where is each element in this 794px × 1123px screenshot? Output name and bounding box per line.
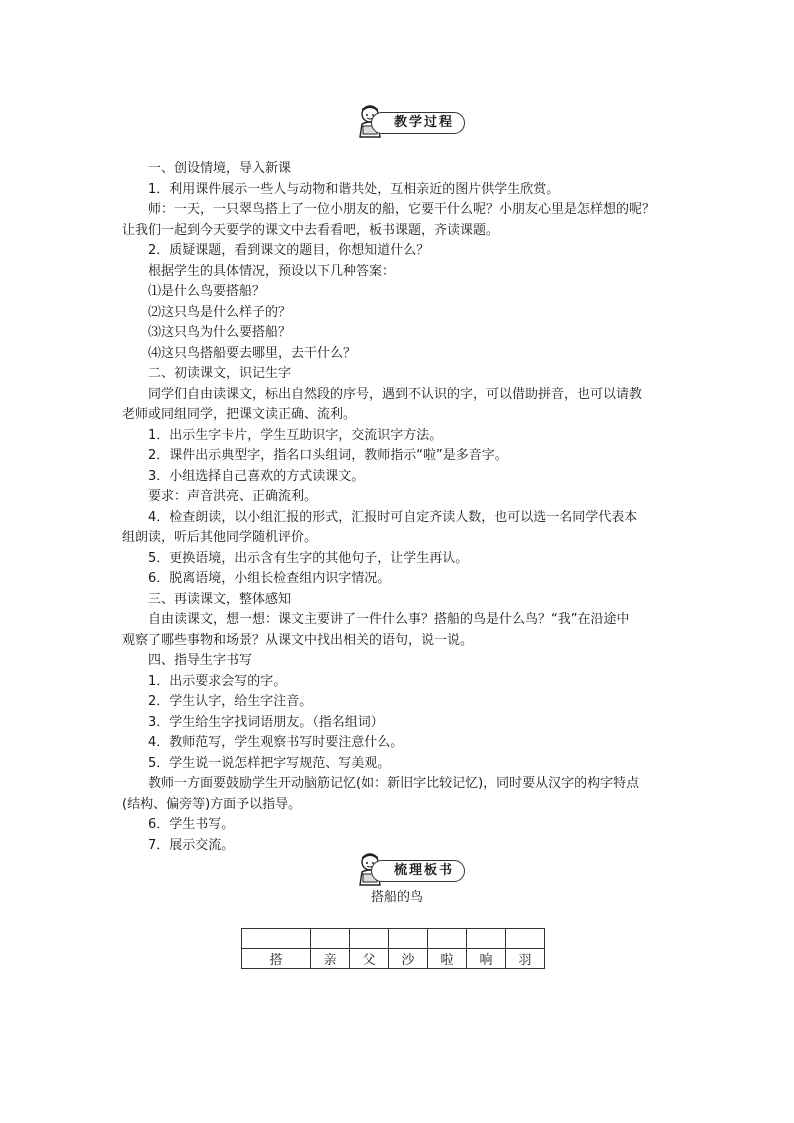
text-line: 组朗读，听后其他同学随机评价。 xyxy=(122,530,318,545)
text-line: 6．脱离语境，小组长检查组内识字情况。 xyxy=(148,571,391,586)
table-cell: 亲 xyxy=(311,949,350,969)
table-row xyxy=(242,949,545,969)
table-cell: 羽 xyxy=(506,949,545,969)
table-row xyxy=(242,929,545,949)
table-cell xyxy=(350,929,389,949)
text-line: 要求：声音洪亮、正确流利。 xyxy=(148,489,318,504)
table-cell: 搭 xyxy=(242,949,311,969)
text-line: 观察了哪些事物和场景？从课文中找出相关的语句，说一说。 xyxy=(122,632,474,648)
table-cell xyxy=(389,929,428,949)
text-line: 1．出示要求会写的字。 xyxy=(148,673,287,689)
text-line: ⑴是什么鸟要搭船？ xyxy=(148,284,266,299)
table-cell: 啦 xyxy=(428,949,467,969)
heading-teaching-process xyxy=(357,110,469,134)
text-line: 三、再读课文，整体感知 xyxy=(148,591,292,607)
table-cell xyxy=(467,929,506,949)
text-line: 7．展示交流。 xyxy=(148,837,235,853)
table-cell xyxy=(428,929,467,949)
lesson-body xyxy=(122,159,678,856)
table-cell xyxy=(242,929,311,949)
text-line: 1．利用课件展示一些人与动物和谐共处，互相亲近的图片供学生欣赏。 xyxy=(148,181,560,197)
text-line: 二、初读课文，识记生字 xyxy=(148,366,292,381)
heading-label: 教学过程 xyxy=(371,112,465,134)
heading-board-summary xyxy=(357,858,469,882)
text-line: 老师或同组同学，把课文读正确、流利。 xyxy=(122,407,357,422)
text-line: ⑶这只鸟为什么要搭船？ xyxy=(148,325,292,340)
text-line: 四、指导生字书写 xyxy=(148,653,253,668)
heading-label: 梳理板书 xyxy=(371,860,465,882)
table-cell xyxy=(311,929,350,949)
text-line: 4．检查朗读，以小组汇报的形式，汇报时可自定齐读人数，也可以选一名同学代表本 xyxy=(148,509,638,525)
text-line: 6．学生书写。 xyxy=(148,817,235,832)
text-line: 2．课件出示典型字，指名口头组词，教师指示“啦”是多音字。 xyxy=(148,448,508,463)
text-line: 自由读课文，想一想：课文主要讲了一件什么事？搭船的鸟是什么鸟？“我”在沿途中 xyxy=(148,612,630,627)
text-line: 师：一天，一只翠鸟搭上了一位小朋友的船，它要干什么呢？小朋友心里是怎样想的呢？ xyxy=(148,202,656,217)
text-line: ⑷这只鸟搭船要去哪里，去干什么？ xyxy=(148,345,357,361)
text-line: 让我们一起到今天要学的课文中去看看吧，板书课题，齐读课题。 xyxy=(122,222,500,238)
table-cell xyxy=(506,929,545,949)
text-line: 4．教师范写，学生观察书写时要注意什么。 xyxy=(148,735,404,750)
character-table xyxy=(241,928,545,969)
text-line: 3．小组选择自己喜欢的方式读课文。 xyxy=(148,468,365,484)
text-line: 3．学生给生字找词语朋友。（指名组词） xyxy=(148,714,384,730)
table-cell: 沙 xyxy=(389,949,428,969)
text-line: 一、创设情境，导入新课 xyxy=(148,161,292,176)
table-cell: 父 xyxy=(350,949,389,969)
text-line: 5．学生说一说怎样把字写规范、写美观。 xyxy=(148,755,391,771)
board-title: 搭船的鸟 xyxy=(370,890,423,905)
text-line: 根据学生的具体情况，预设以下几种答案： xyxy=(148,263,396,279)
text-line: 教师一方面要鼓励学生开动脑筋记忆(如：新旧字比较记忆)，同时要从汉字的构字特点 xyxy=(148,776,640,791)
text-line: 1．出示生字卡片，学生互助识字，交流识字方法。 xyxy=(148,427,443,443)
table-cell: 响 xyxy=(467,949,506,969)
text-line: (结构、偏旁等)方面予以指导。 xyxy=(122,796,302,812)
text-line: 5．更换语境，出示含有生字的其他句子，让学生再认。 xyxy=(148,550,469,566)
text-line: ⑵这只鸟是什么样子的？ xyxy=(148,304,292,320)
text-line: 同学们自由读课文，标出自然段的序号，遇到不认识的字，可以借助拼音，也可以请教 xyxy=(148,386,643,402)
text-line: 2．学生认字，给生字注音。 xyxy=(148,694,313,709)
text-line: 2．质疑课题，看到课文的题目，你想知道什么？ xyxy=(148,243,430,258)
